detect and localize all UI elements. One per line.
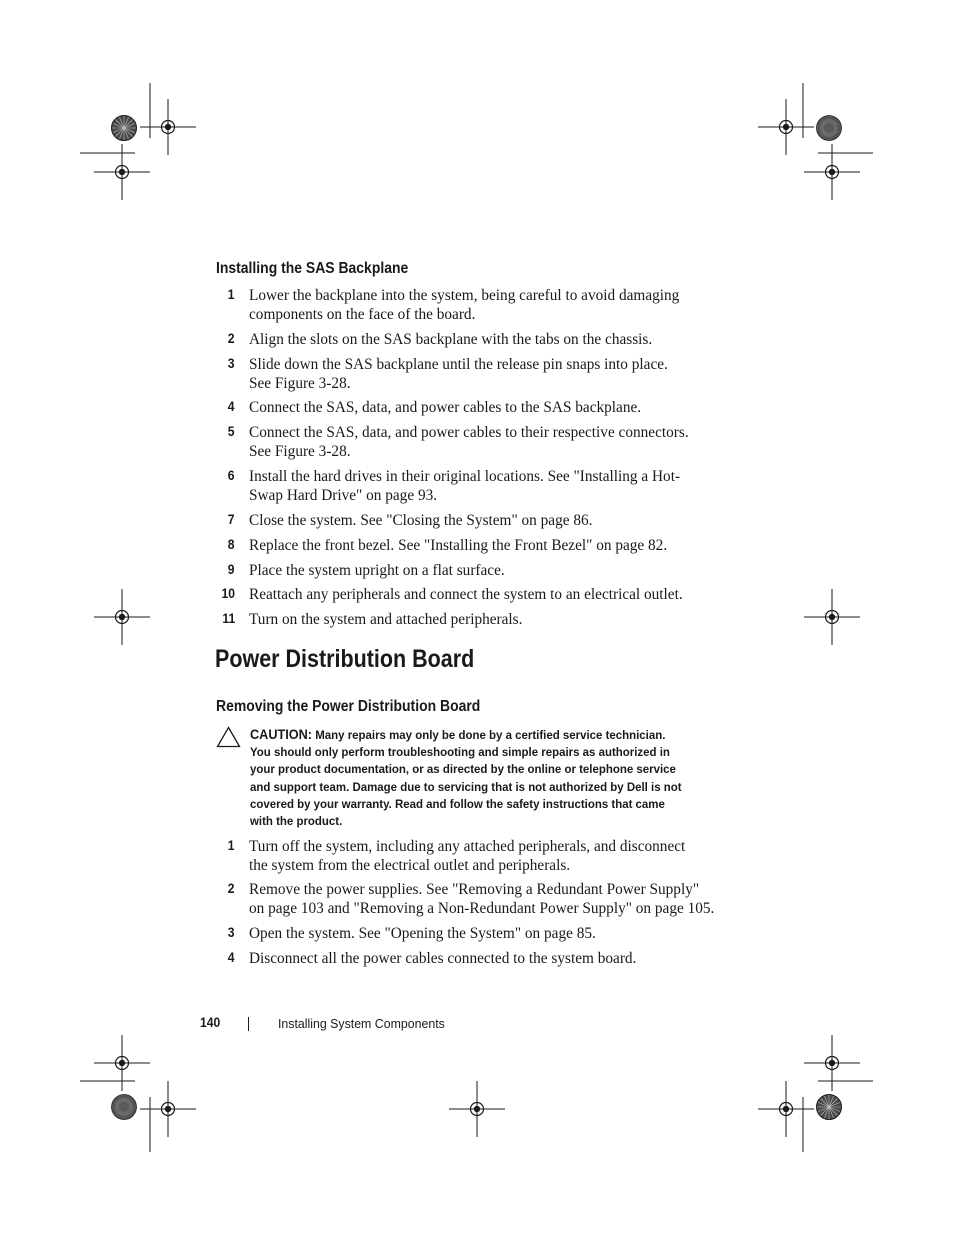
step-number: 1 <box>228 838 235 853</box>
step-text: Align the slots on the SAS backplane with the tabs on the chassis. <box>249 331 653 348</box>
step-text: Turn off the system, including any attached peripherals, and disconnect <box>249 838 686 855</box>
step-number: 5 <box>228 424 235 439</box>
section-heading-installing: Installing the SAS Backplane <box>216 260 409 277</box>
caution-line: with the product. <box>250 814 343 829</box>
step-text: Connect the SAS, data, and power cables to the SAS backplane. <box>249 399 642 416</box>
step-number: 9 <box>228 562 235 577</box>
step-number: 6 <box>228 468 235 483</box>
step-text: Place the system upright on a flat surface. <box>249 562 505 579</box>
step-text: Remove the power supplies. See "Removing a Redundant Power Supply" <box>249 881 700 898</box>
step-number: 1 <box>228 287 235 302</box>
step-text: See Figure 3-28. <box>249 443 351 460</box>
step-text: Open the system. See "Opening the System" on page 85. <box>249 925 596 942</box>
step-text: Replace the front bezel. See "Installing the Front Bezel" on page 82. <box>249 537 668 554</box>
footer-divider <box>248 1017 249 1031</box>
caution-line: covered by your warranty. Read and follow the safety instructions that came <box>250 796 665 811</box>
caution-line: Many repairs may only be done by a certified service technician. <box>315 728 666 742</box>
step-number: 4 <box>228 399 235 414</box>
caution-icon <box>216 726 241 748</box>
step-text: See Figure 3-28. <box>249 375 351 392</box>
step-text: Disconnect all the power cables connected to the system board. <box>249 950 637 967</box>
step-number: 2 <box>228 331 235 346</box>
step-number: 8 <box>228 537 235 552</box>
step-text: Lower the backplane into the system, being careful to avoid damaging <box>249 287 680 304</box>
step-number: 10 <box>221 586 235 601</box>
step-text: Connect the SAS, data, and power cables to their respective connectors. <box>249 424 689 441</box>
caution-line: your product documentation, or as directed by the online or telephone service <box>250 762 676 777</box>
step-text: Reattach any peripherals and connect the system to an electrical outlet. <box>249 586 683 603</box>
section-heading-removing: Removing the Power Distribution Board <box>216 698 481 715</box>
step-number: 11 <box>222 611 235 626</box>
step-text: Install the hard drives in their original locations. See "Installing a Hot- <box>249 468 681 485</box>
caution-line: You should only perform troubleshooting and simple repairs as authorized in <box>250 745 670 760</box>
footer-chapter-title: Installing System Components <box>278 1016 445 1031</box>
step-text: Turn on the system and attached peripherals. <box>249 611 523 628</box>
step-text: Slide down the SAS backplane until the release pin snaps into place. <box>249 356 668 373</box>
caution-label: CAUTION: <box>250 727 313 742</box>
step-text: Close the system. See "Closing the System" on page 86. <box>249 512 593 529</box>
step-text: the system from the electrical outlet and peripherals. <box>249 857 571 874</box>
step-text: on page 103 and "Removing a Non-Redundant Power Supply" on page 105. <box>249 900 715 917</box>
step-number: 3 <box>228 356 235 371</box>
step-number: 4 <box>228 950 235 965</box>
step-text: Swap Hard Drive" on page 93. <box>249 487 438 504</box>
step-text: components on the face of the board. <box>249 306 476 323</box>
step-number: 3 <box>228 925 235 940</box>
step-number: 2 <box>228 881 235 896</box>
page-title: Power Distribution Board <box>215 645 475 673</box>
page-number: 140 <box>200 1015 221 1030</box>
caution-text <box>250 726 682 830</box>
step-number: 7 <box>228 512 235 527</box>
caution-line: and support team. Damage due to servicing that is not authorized by Dell is not <box>250 779 682 794</box>
